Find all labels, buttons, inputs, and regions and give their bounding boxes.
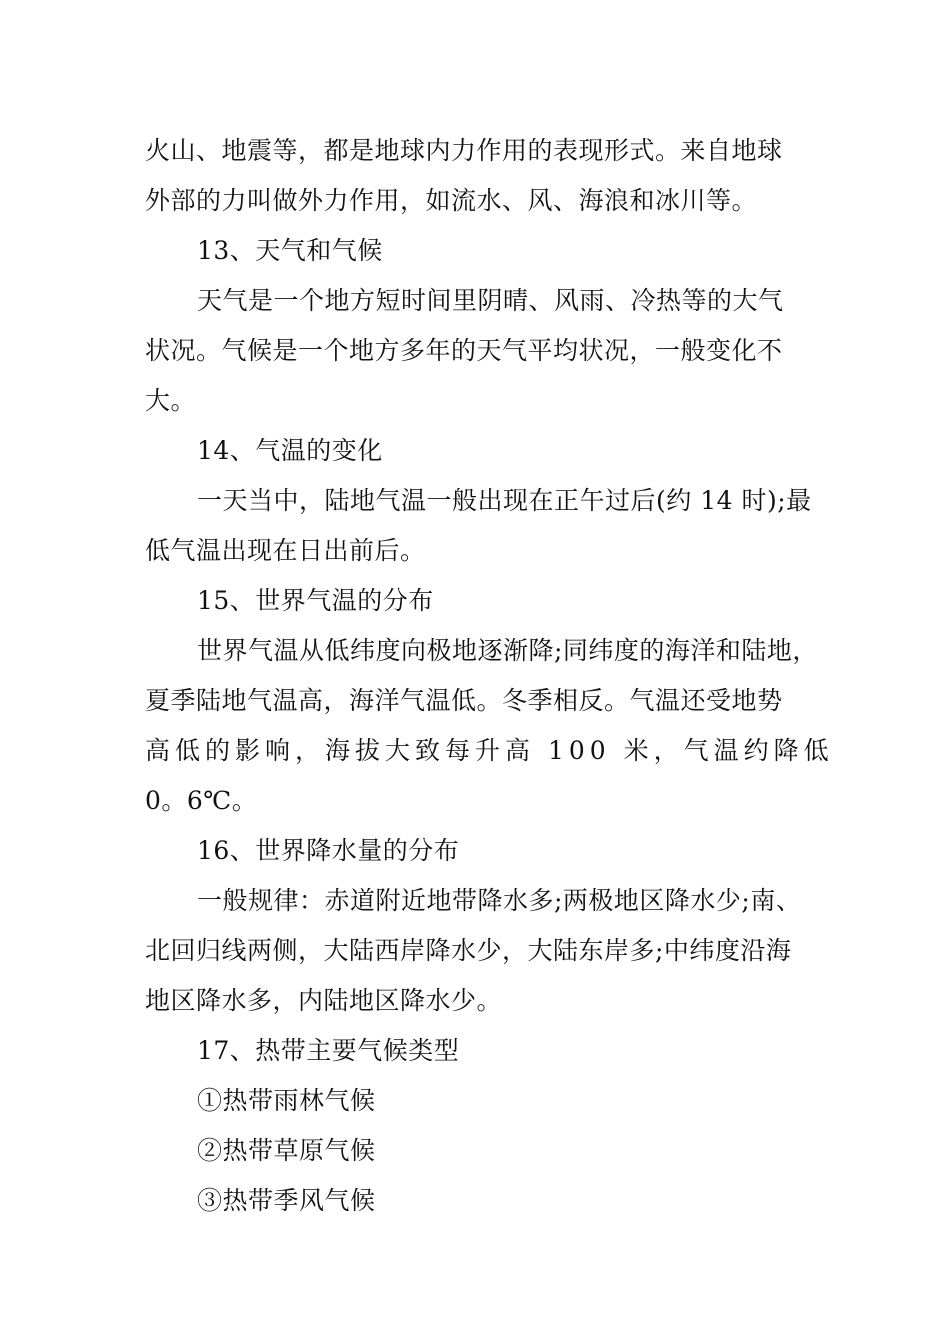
list-item: ①热带雨林气候 xyxy=(197,1086,376,1115)
list-item: ②热带草原气候 xyxy=(197,1136,376,1165)
paragraph-line: 高低的影响，海拔大致每升高 100 米，气温约降低 xyxy=(145,736,834,765)
paragraph-line: 大。 xyxy=(145,386,197,415)
paragraph-line: 天气是一个地方短时间里阴晴、风雨、冷热等的大气 xyxy=(197,286,784,315)
paragraph-line: 火山、地震等，都是地球内力作用的表现形式。来自地球 xyxy=(145,136,783,165)
section-heading: 13、天气和气候 xyxy=(197,236,383,265)
section-heading: 14、气温的变化 xyxy=(197,436,383,465)
section-heading: 17、热带主要气候类型 xyxy=(197,1036,460,1065)
section-heading: 15、世界气温的分布 xyxy=(197,586,434,615)
paragraph-line: 地区降水多，内陆地区降水少。 xyxy=(145,986,503,1015)
paragraph-line: 夏季陆地气温高，海洋气温低。冬季相反。气温还受地势 xyxy=(145,686,783,715)
paragraph-line: 一天当中，陆地气温一般出现在正午过后(约 14 时);最 xyxy=(197,486,812,515)
paragraph-line: 外部的力叫做外力作用，如流水、风、海浪和冰川等。 xyxy=(145,186,758,215)
paragraph-line: 一般规律：赤道附近地带降水多;两极地区降水少;南、 xyxy=(197,886,802,915)
paragraph-line: 低气温出现在日出前后。 xyxy=(145,536,426,565)
document-body xyxy=(145,126,834,1226)
paragraph-line: 状况。气候是一个地方多年的天气平均状况，一般变化不 xyxy=(145,336,783,365)
section-heading: 16、世界降水量的分布 xyxy=(197,836,460,865)
paragraph-line: 0。6℃。 xyxy=(145,786,258,815)
list-item: ③热带季风气候 xyxy=(197,1186,376,1215)
paragraph-line: 世界气温从低纬度向极地逐渐降;同纬度的海洋和陆地， xyxy=(197,636,818,665)
paragraph-line: 北回归线两侧，大陆西岸降水少，大陆东岸多;中纬度沿海 xyxy=(145,936,792,965)
